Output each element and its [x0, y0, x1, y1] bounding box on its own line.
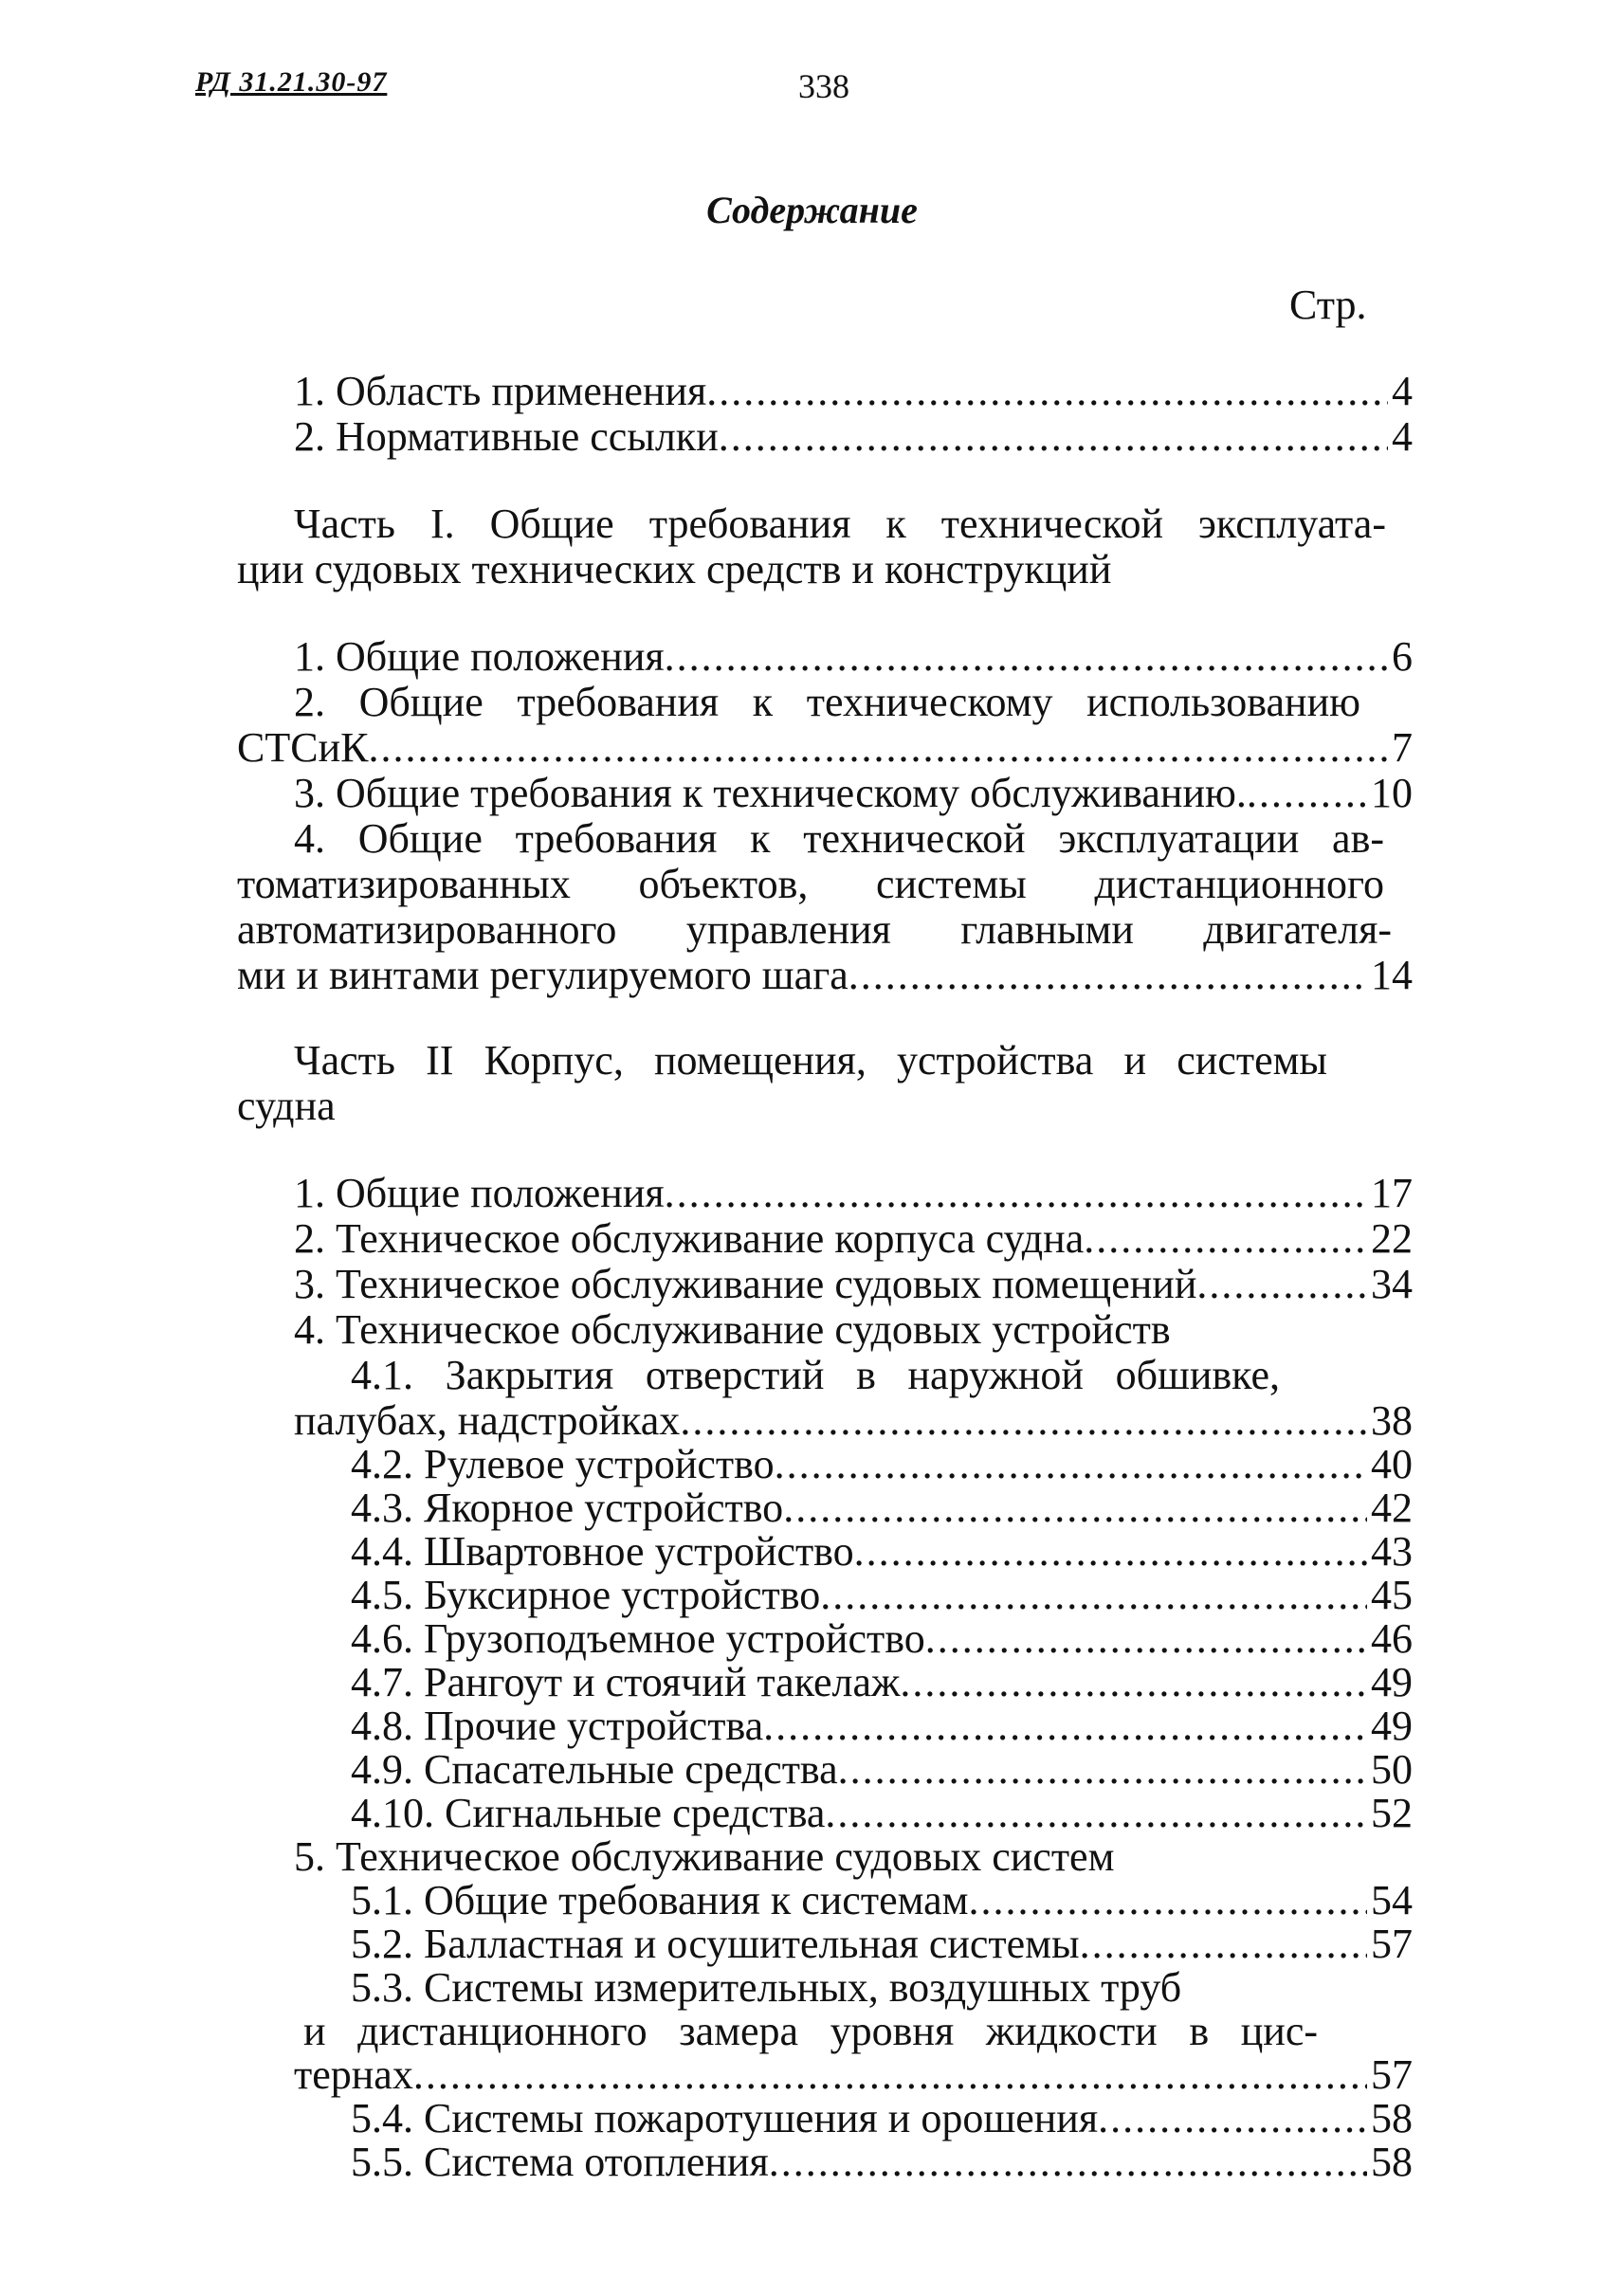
- section-heading: судна: [237, 1083, 336, 1129]
- document-code: РД 31.21.30-97: [195, 66, 388, 98]
- section-heading: Часть I. Общие требования к технической эксплуата-: [294, 501, 1386, 547]
- page-column-label: Стр.: [1289, 282, 1367, 328]
- toc-line: 4.3. Якорное устройство ..... 42: [351, 1485, 1413, 1532]
- toc-line: и дистанционного замера уровня жидкости в цис-: [303, 2008, 1318, 2054]
- page-number: 338: [798, 67, 849, 105]
- toc-line: 4.10. Сигнальные средства ..... 52: [351, 1790, 1413, 1837]
- toc-line: 5. Техническое обслуживание судовых систем: [294, 1833, 1115, 1880]
- toc-line: автоматизированного управления главными двигателя-: [237, 906, 1392, 953]
- toc-line: 4.1. Закрытия отверстий в наружной обшивке,: [351, 1352, 1280, 1398]
- toc-line: палубах, надстройках ..... 38: [294, 1397, 1413, 1445]
- toc-line: 4. Техническое обслуживание судовых устройств: [294, 1306, 1171, 1353]
- toc-line: 4.4. Швартовное устройство ..... 43: [351, 1528, 1413, 1576]
- toc-line: 2. Техническое обслуживание корпуса судна ..... 22: [294, 1215, 1413, 1263]
- toc-line: томатизированных объектов, системы дистанционного: [237, 861, 1384, 907]
- toc-line: тернах ..... 57: [294, 2051, 1413, 2099]
- section-heading: Часть II Корпус, помещения, устройства и системы: [294, 1037, 1327, 1084]
- toc-line: 5.1. Общие требования к системам ..... 54: [351, 1877, 1413, 1924]
- section-heading: ции судовых технических средств и конструкций: [237, 546, 1112, 592]
- toc-line: 5.2. Балластная и осушительная системы ..... 57: [351, 1921, 1413, 1968]
- toc-line: 4.6. Грузоподъемное устройство ..... 46: [351, 1615, 1413, 1663]
- toc-line: 1. Область применения ..... 4: [294, 368, 1413, 415]
- toc-line: 1. Общие положения ..... 17: [294, 1170, 1413, 1217]
- toc-line: 4.7. Рангоут и стоячий такелаж ..... 49: [351, 1659, 1413, 1706]
- toc-line: 4.5. Буксирное устройство ..... 45: [351, 1572, 1413, 1619]
- toc-line: 5.4. Системы пожаротушения и орошения ..... 58: [351, 2095, 1413, 2142]
- toc-line: 4.9. Спасательные средства ..... 50: [351, 1746, 1413, 1794]
- toc-line: СТСиК ..... 7: [237, 724, 1413, 772]
- toc-line: 4.2. Рулевое устройство ..... 40: [351, 1441, 1413, 1488]
- toc-line: 4.8. Прочие устройства ..... 49: [351, 1703, 1413, 1750]
- toc-line: ми и винтами регулируемого шага ..... 14: [237, 952, 1413, 999]
- toc-line: 3. Техническое обслуживание судовых помещений ..... 34: [294, 1261, 1413, 1308]
- page-title: Содержание: [706, 189, 918, 231]
- toc-line: 2. Общие требования к техническому использованию: [294, 679, 1360, 725]
- toc-line: 2. Нормативные ссылки ..... 4: [294, 413, 1413, 461]
- toc-line: 1. Общие положения ..... 6: [294, 633, 1413, 681]
- toc-line: 4. Общие требования к технической эксплуатации ав-: [294, 815, 1384, 862]
- toc-line: 5.3. Системы измерительных, воздушных труб: [351, 1964, 1182, 2011]
- toc-line: 3. Общие требования к техническому обслуживанию. ..... 10: [294, 770, 1413, 817]
- toc-line: 5.5. Система отопления ..... 58: [351, 2139, 1413, 2186]
